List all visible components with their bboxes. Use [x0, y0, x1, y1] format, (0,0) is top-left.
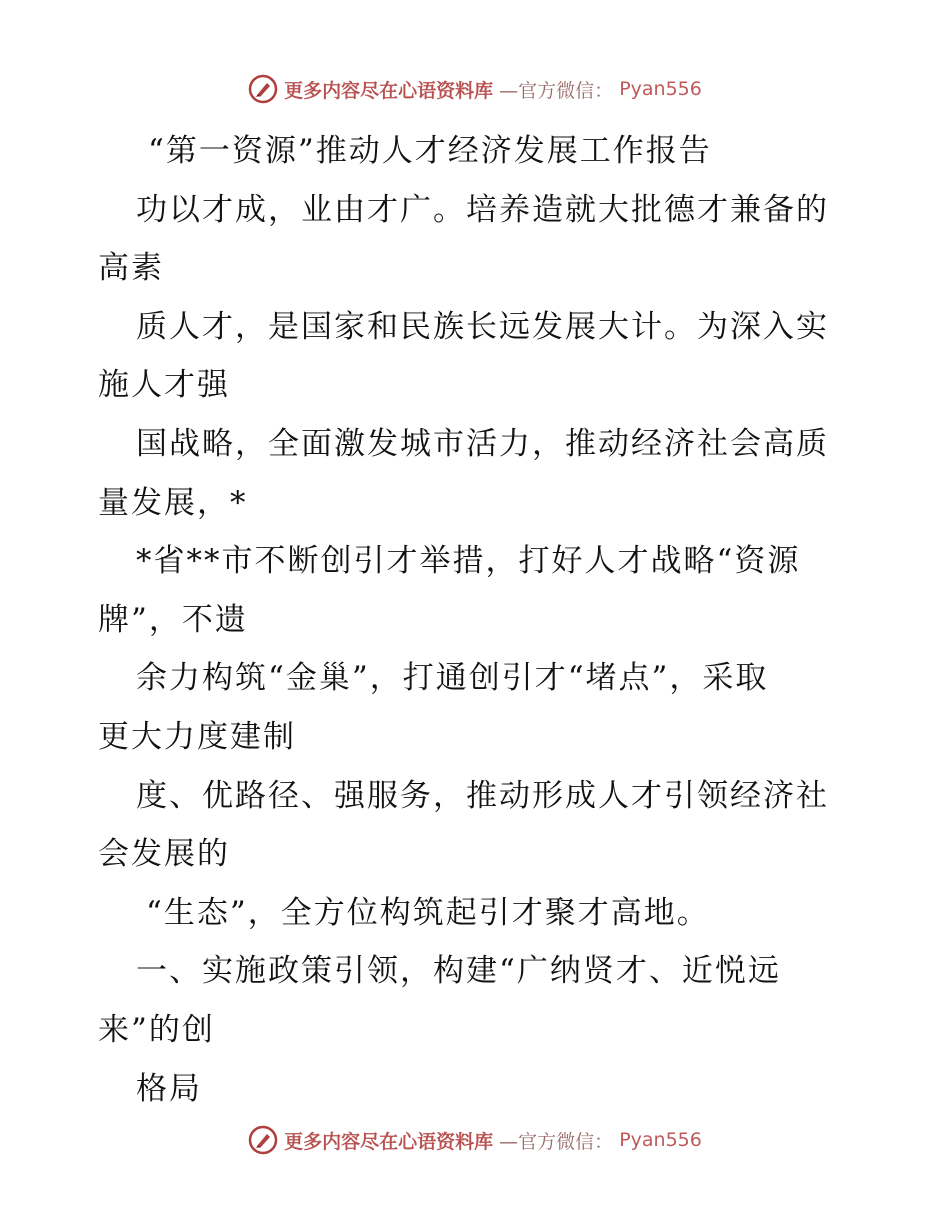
- paragraph-line: 量发展，*: [98, 484, 248, 521]
- paragraph-line: 施人才强: [98, 367, 230, 404]
- paragraph-line: 高素: [98, 250, 164, 287]
- section-heading-line: 来”的创: [98, 1011, 215, 1048]
- footer-watermark: [0, 1125, 950, 1155]
- paragraph-line: *省**市不断创引才举措，打好人才战略“资源: [136, 543, 801, 580]
- watermark-text: 更多内容尽在心语资料库: [284, 79, 494, 102]
- paragraph-line: 度、优路径、强服务，推动形成人才引领经济社: [136, 777, 829, 814]
- watermark-text: 更多内容尽在心语资料库: [284, 1130, 494, 1153]
- paragraph-line: 更大力度建制: [98, 718, 296, 755]
- watermark-account: Pyan556: [619, 1129, 702, 1151]
- paragraph-line: 牌”，不遗: [98, 601, 248, 638]
- paragraph-line: 会发展的: [98, 836, 230, 873]
- paragraph-line: 功以才成，业由才广。培养造就大批德才兼备的: [136, 191, 829, 228]
- document-body: [98, 122, 858, 1118]
- watermark-separator: —官方微信：: [499, 79, 614, 102]
- section-heading-line: 格局: [136, 1070, 202, 1107]
- pen-logo-icon: [248, 74, 278, 104]
- watermark-account: Pyan556: [619, 78, 702, 100]
- document-title: “第一资源”推动人才经济发展工作报告: [148, 133, 712, 169]
- watermark-separator: —官方微信：: [499, 1130, 614, 1153]
- paragraph-line: 质人才，是国家和民族长远发展大计。为深入实: [136, 308, 829, 345]
- pen-logo-icon: [248, 1125, 278, 1155]
- paragraph-line: “生态”，全方位构筑起引才聚才高地。: [146, 894, 710, 931]
- paragraph-line: 余力构筑“金巢”，打通创引才“堵点”，采取: [136, 660, 769, 697]
- section-heading-line: 一、实施政策引领，构建“广纳贤才、近悦远: [136, 953, 781, 990]
- paragraph-line: 国战略，全面激发城市活力，推动经济社会高质: [136, 425, 829, 462]
- header-watermark: [0, 74, 950, 104]
